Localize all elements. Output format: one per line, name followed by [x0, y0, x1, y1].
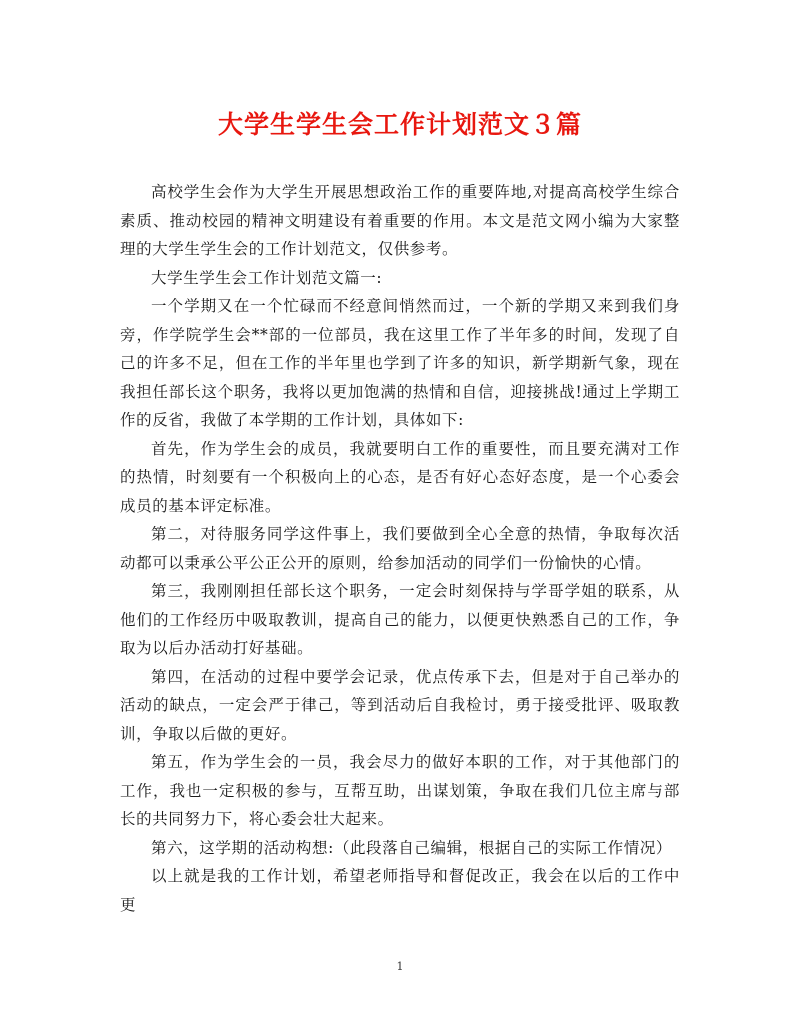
paragraph-opening: 一个学期又在一个忙碌而不经意间悄然而过，一个新的学期又来到我们身旁，作学院学生会**部的一位部员，我在这里工作了半年多的时间，发现了自己的许多不足，但在工作的半年里也学到了许多的知识，新学期新气象，现在我担任部长这个职务，我将以更加饱满的热情和自信，迎接挑战!通过上学期工作的反省，我做了本学期的工作计划，具体如下:: [120, 297, 680, 429]
paragraph-first: 首先，作为学生会的成员，我就要明白工作的重要性，而且要充满对工作的热情，时刻要有一个积极向上的心态，是否有好心态好态度，是一个心委会成员的基本评定标准。: [120, 439, 680, 515]
paragraph-fifth: 第五，作为学生会的一员，我会尽力的做好本职的工作，对于其他部门的工作，我也一定积极的参与，互帮互助，出谋划策，争取在我们几位主席与部长的共同努力下，将心委会壮大起来。: [120, 753, 680, 828]
document-body: [120, 178, 680, 919]
paragraph-sixth: 第六，这学期的活动构想:（此段落自己编辑，根据自己的实际工作情况）: [151, 838, 673, 857]
paragraph-intro: 高校学生会作为大学生开展思想政治工作的重要阵地,对提高高校学生综合素质、推动校园的精神文明建设有着重要的作用。本文是范文网小编为大家整理的大学生学生会的工作计划范文，仅供参考。: [120, 183, 680, 258]
paragraph-third: 第三，我刚刚担任部长这个职务，一定会时刻保持与学哥学姐的联系，从他们的工作经历中吸取教训，提高自己的能力，以便更快熟悉自己的工作，争取为以后办活动打好基础。: [120, 582, 680, 657]
paragraph-closing: 以上就是我的工作计划，希望老师指导和督促改正，我会在以后的工作中更: [120, 867, 680, 914]
document-title: 大学生学生会工作计划范文３篇: [217, 110, 582, 139]
paragraph-section-heading: 大学生学生会工作计划范文篇一:: [151, 268, 383, 287]
page-number: 1: [396, 960, 404, 973]
paragraph-second: 第二，对待服务同学这件事上，我们要做到全心全意的热情，争取每次活动都可以秉承公平公正公开的原则，给参加活动的同学们一份愉快的心情。: [120, 525, 680, 572]
paragraph-fourth: 第四，在活动的过程中要学会记录，优点传承下去，但是对于自己举办的活动的缺点，一定会严于律己，等到活动后自我检讨，勇于接受批评、吸取教训，争取以后做的更好。: [120, 667, 680, 743]
